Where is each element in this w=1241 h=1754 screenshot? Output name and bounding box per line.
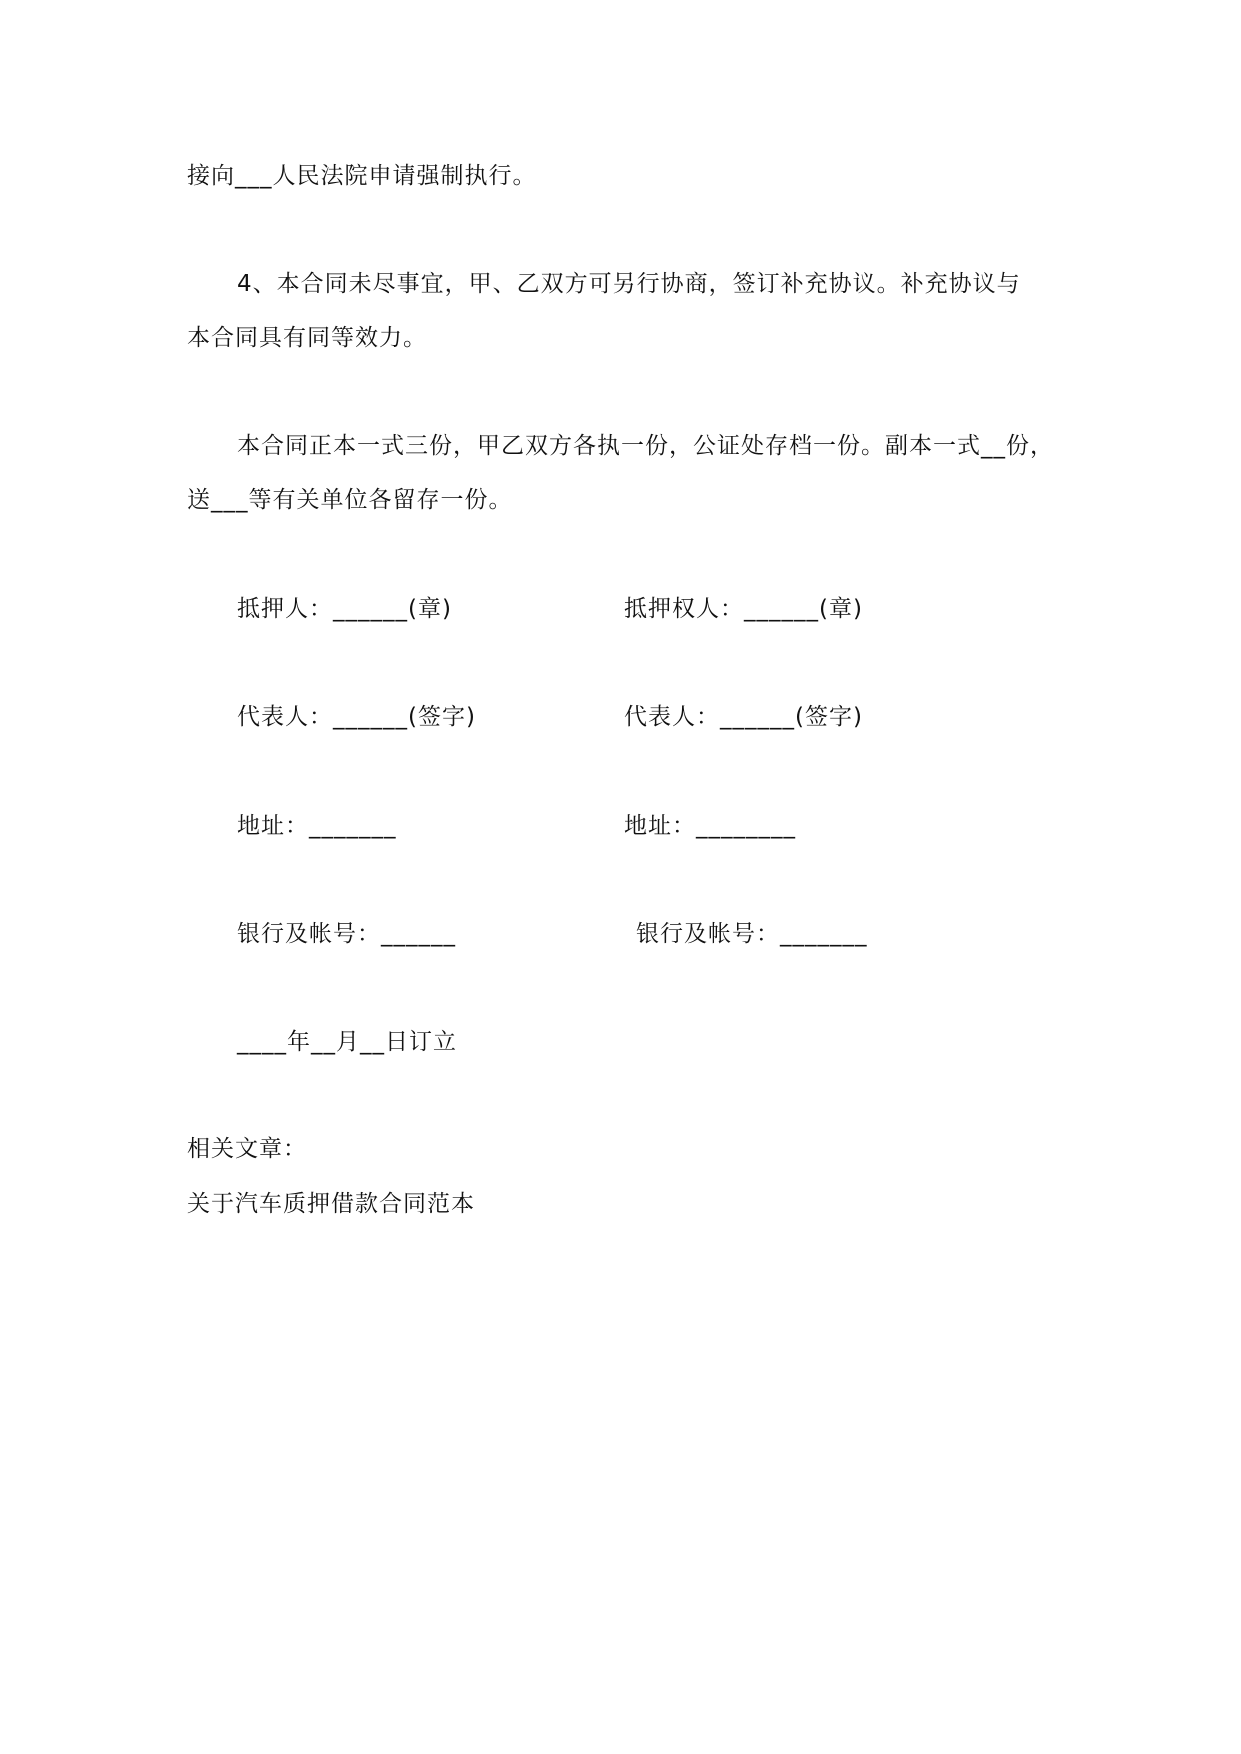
bank-account-right-field: 银行及帐号：_______ [636,921,868,947]
mortgagor-seal-field: 抵押人：______(章) [237,596,452,622]
related-articles-heading: 相关文章： [187,1136,307,1162]
representative-right-field: 代表人：______(签字) [624,704,863,730]
signing-date-line: ____年__月__日订立 [237,1029,457,1055]
representative-left-field: 代表人：______(签字) [237,704,476,730]
related-article-link[interactable]: 关于汽车质押借款合同范本 [187,1191,475,1217]
copies-line-1: 本合同正本一式三份，甲乙双方各执一份，公证处存档一份。副本一式__份， [237,433,1054,459]
bank-account-left-field: 银行及帐号：______ [237,921,456,947]
clause-4-line-2: 本合同具有同等效力。 [187,325,427,351]
address-left-field: 地址：_______ [237,813,397,839]
address-right-field: 地址：________ [624,813,796,839]
clause-4-line-1: 4、本合同未尽事宜，甲、乙双方可另行协商，签订补充协议。补充协议与 [237,271,1021,297]
mortgagee-seal-field: 抵押权人：______(章) [624,596,863,622]
copies-line-2: 送___等有关单位各留存一份。 [187,487,513,513]
continuation-paragraph: 接向___人民法院申请强制执行。 [187,163,537,189]
